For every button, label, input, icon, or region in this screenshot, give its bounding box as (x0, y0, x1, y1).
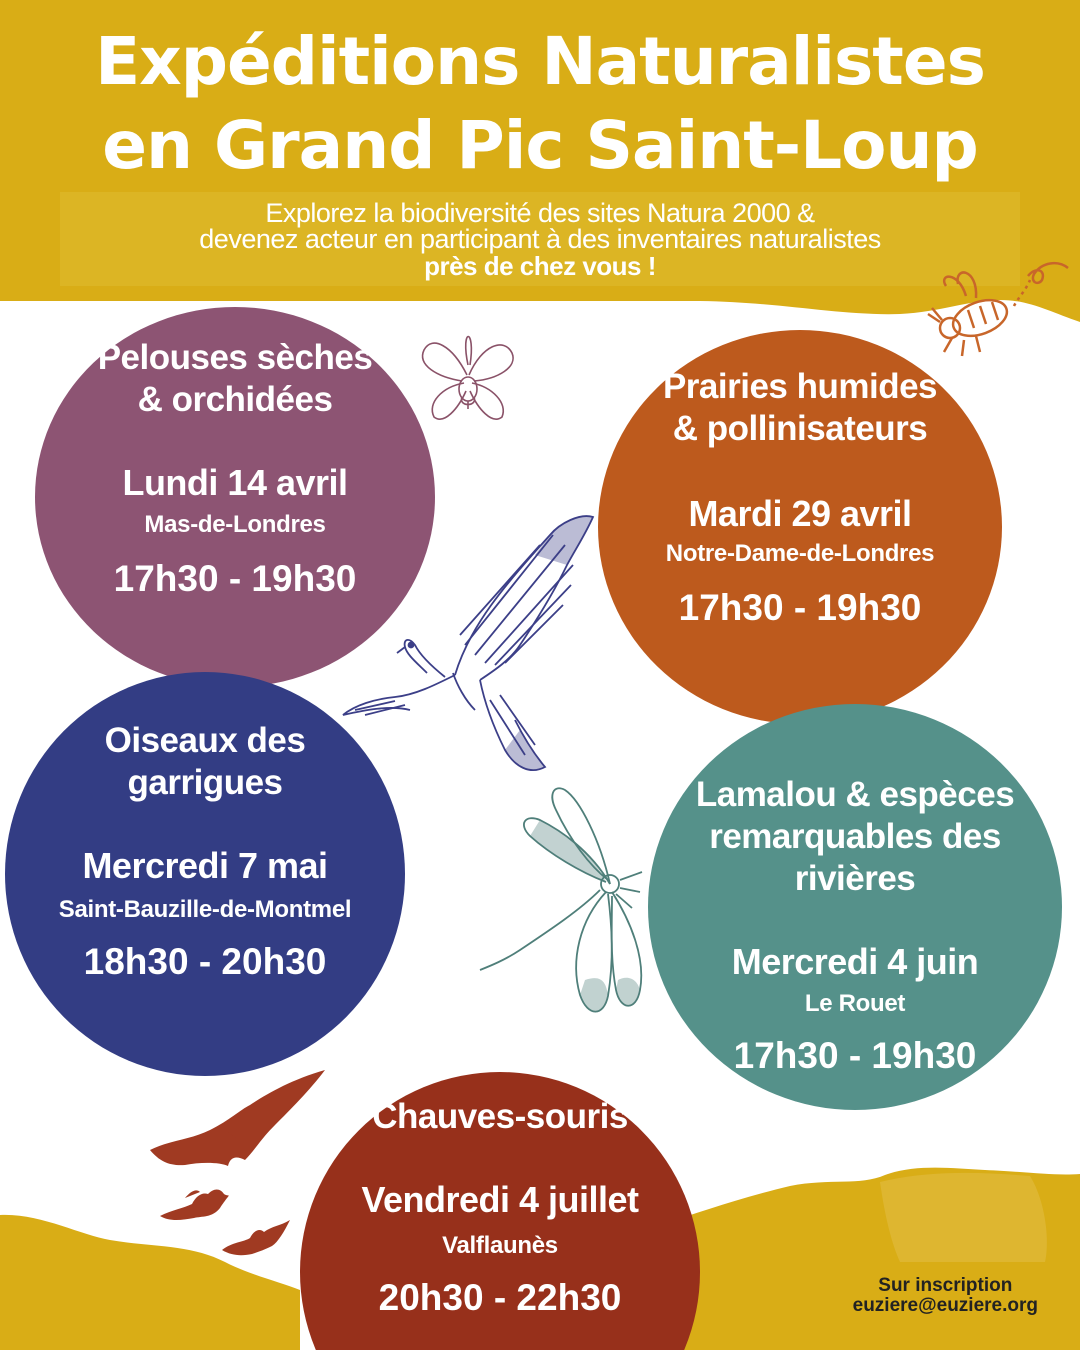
subtitle-line-1: Explorez la biodiversité des sites Natura 2000 & (265, 198, 815, 228)
event-place: Mas-de-Londres (144, 511, 326, 538)
event-date: Mercredi 7 mai (82, 845, 328, 886)
contact-email[interactable]: euziere@euziere.org (852, 1295, 1038, 1316)
registration-info (853, 1276, 1038, 1316)
event-hours: 17h30 - 19h30 (678, 587, 922, 628)
event-title-line: & pollinisateurs (672, 409, 928, 448)
event-title-line: Chauves-souris (372, 1097, 628, 1136)
event-hours: 17h30 - 19h30 (113, 558, 357, 599)
event-title-line: Pelouses sèches (97, 338, 373, 377)
event-card-lamalou (648, 704, 1062, 1110)
event-title-line: Prairies humides (662, 367, 938, 406)
event-place: Le Rouet (804, 990, 906, 1017)
registration-label: Sur inscription (878, 1275, 1013, 1296)
bee-illustration (918, 256, 1078, 368)
title-line-1: Expéditions Naturalistes (95, 23, 985, 100)
mountain-highlight (880, 1173, 1047, 1262)
subtitle-line-3: près de chez vous ! (424, 251, 656, 281)
event-title-line: rivières (794, 859, 916, 898)
event-date: Lundi 14 avril (122, 462, 348, 503)
event-card-oiseaux (5, 672, 405, 1076)
event-date: Mercredi 4 juin (731, 941, 979, 982)
event-place: Notre-Dame-de-Londres (665, 540, 935, 567)
title-line-2: en Grand Pic Saint-Loup (102, 107, 978, 184)
event-place: Valflaunès (442, 1232, 558, 1259)
event-hours: 20h30 - 22h30 (378, 1277, 622, 1318)
event-place: Saint-Bauzille-de-Montmel (58, 896, 352, 923)
event-hours: 18h30 - 20h30 (83, 941, 327, 982)
event-title-line: Oiseaux des (104, 721, 306, 760)
event-date: Mardi 29 avril (688, 493, 912, 534)
event-date: Vendredi 4 juillet (361, 1179, 639, 1220)
event-card-prairies (598, 330, 1002, 724)
event-title-line: remarquables des (709, 817, 1001, 856)
event-title-line: Lamalou & espèces (695, 775, 1015, 814)
subtitle-line-2: devenez acteur en participant à des inventaires naturalistes (199, 224, 881, 254)
dragonfly-illustration (470, 780, 670, 1040)
event-title-line: & orchidées (137, 380, 333, 419)
event-title-line: garrigues (127, 763, 283, 802)
event-card-chauves-souris (300, 1072, 700, 1350)
event-hours: 17h30 - 19h30 (733, 1035, 977, 1076)
event-card-pelouses (35, 307, 435, 687)
